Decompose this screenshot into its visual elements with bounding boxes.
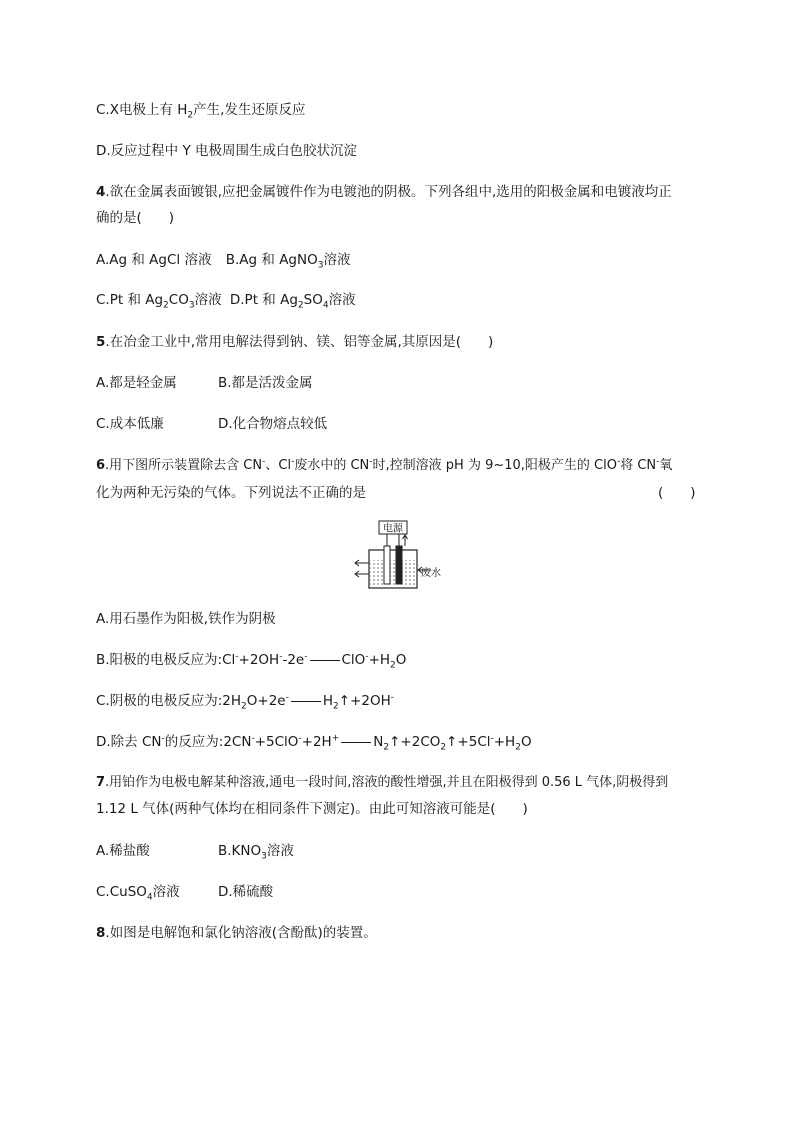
power-supply-label: 电源 [383, 523, 403, 535]
outflow-arrow-upper-icon [355, 560, 369, 566]
q7-options-ab [96, 841, 294, 861]
iron-electrode [396, 546, 402, 584]
equation-arrow [341, 742, 371, 743]
q7-stem-line1: 7.用铂作为电极电解某种溶液,通电一段时间,溶液的酸性增强,并且在阳极得到 0.56 L 气体,阴极得到 [96, 775, 669, 790]
q6-option-d: D.除去 CN-的反应为:2CN-+5ClO-+2H+ $N_2↑+2CO_2↑+5Cl^-+H_2O$ [96, 733, 532, 753]
prev-option-d: D.反应过程中 Y 电极周围生成白色胶状沉淀 [96, 143, 358, 159]
q7-option-c: C.CuSO$_4$溶液 [96, 884, 180, 903]
gas-outlet-arrow-icon [403, 535, 408, 546]
q4-option-b: B.Ag 和 AgNO$_3$溶液 [225, 252, 351, 271]
q6-answer-paren: ( ) [658, 485, 696, 501]
q6-number: 6 [96, 458, 106, 473]
electrolysis-apparatus-figure [341, 518, 451, 590]
solution-liquid [370, 560, 416, 587]
q4-options-ab [96, 250, 350, 270]
q8-stem: 8.如图是电解饱和氯化钠溶液(含酚酞)的装置。 [96, 925, 377, 941]
outflow-arrow-lower-icon [355, 571, 369, 577]
q6-option-a: A.用石墨作为阳极,铁作为阴极 [96, 611, 276, 627]
prev-option-c: C.X电极上有 $H_2$产生,发生还原反应 [96, 102, 306, 121]
q4-option-d: D.Pt 和 $Ag_2SO_4$溶液 [229, 292, 356, 311]
q4-option-a: A.Ag 和 AgCl 溶液 [96, 252, 212, 268]
q8-number: 8 [96, 925, 106, 941]
q4-number: 4 [96, 184, 106, 200]
q5-options-cd [96, 414, 327, 434]
q7-option-d: D.稀硫酸 [218, 884, 274, 900]
graphite-electrode [384, 546, 390, 584]
q5-option-c: C.成本低廉 [96, 416, 164, 432]
q7-option-b: $B.KNO_3$溶液 [218, 843, 294, 862]
q4-stem-line1: 4.欲在金属表面镀银,应把金属镀件作为电镀池的阴极。下列各组中,选用的阳极金属和电镀液均正 [96, 184, 672, 200]
q6-option-b: B.阳极的电极反应为:Cl-+2OH--2e- $ClO^-+H_2O$ [96, 651, 407, 671]
q6-stem-line2: 化为两种无污染的气体。下列说法不正确的是 [96, 485, 366, 501]
q5-option-b: B.都是活泼金属 [218, 375, 313, 391]
q7-options-cd [96, 882, 273, 902]
q4-stem-line2: 确的是( ) [96, 210, 175, 226]
q6-stem-line1: 6.用下图所示装置除去含 CN-、Cl-废水中的 CN-时,控制溶液 pH 为 9~10,阳极产生的 ClO-将 CN-氧 [96, 456, 673, 473]
q4-options-cd [96, 290, 356, 310]
q5-stem: 5.在冶金工业中,常用电解法得到钠、镁、铝等金属,其原因是( ) [96, 334, 494, 350]
q5-options-ab [96, 373, 313, 393]
q7-stem-line2: 1.12 L 气体(两种气体均在相同条件下测定)。由此可知溶液可能是( ) [96, 801, 528, 817]
q7-number: 7 [96, 775, 106, 790]
q5-number: 5 [96, 334, 106, 350]
equation-arrow [291, 701, 321, 702]
waste-water-label: 废水 [421, 568, 441, 579]
q7-option-a: A.稀盐酸 [96, 843, 150, 859]
q5-option-d: D.化合物熔点较低 [218, 416, 328, 432]
q5-option-a: A.都是轻金属 [96, 375, 177, 391]
equation-arrow [310, 660, 340, 661]
q6-option-c: C.阴极的电极反应为$:2H_2O+2e^-$ $H_2↑+2OH^-$ [96, 692, 394, 712]
q4-option-c: C.Pt 和 $Ag_2CO_3$溶液 [96, 292, 222, 311]
